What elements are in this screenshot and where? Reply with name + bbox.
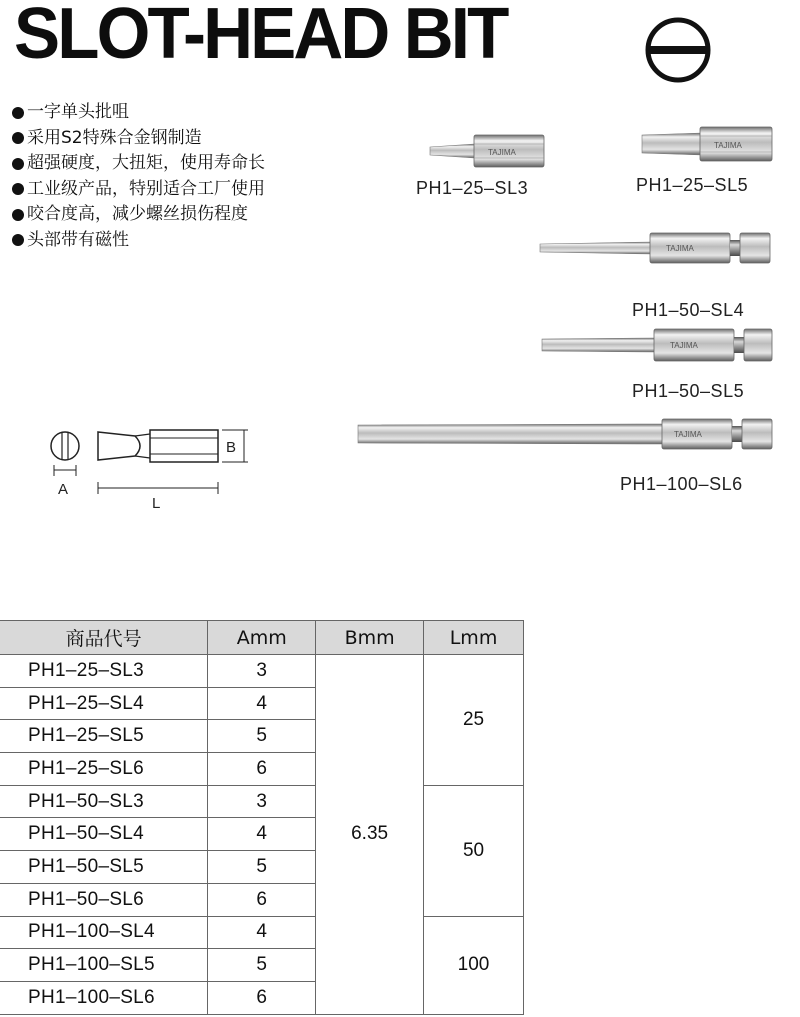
cell-a: 5 [208,720,316,753]
header-l: Lmm [424,621,524,655]
cell-a: 4 [208,818,316,851]
bullet-icon [12,158,24,170]
bit-image [428,132,548,172]
bit-image [538,230,772,266]
bit-image [356,416,774,452]
cell-a: 6 [208,883,316,916]
cell-l: 100 [424,916,524,1014]
bullet-icon [12,209,24,221]
svg-text:TAJIMA: TAJIMA [674,430,702,439]
cell-a: 3 [208,655,316,688]
cell-model: PH1–25–SL4 [0,687,208,720]
cell-a: 6 [208,981,316,1014]
feature-item: 工业级产品，特别适合工厂使用 [12,177,265,203]
svg-text:TAJIMA: TAJIMA [488,148,516,157]
cell-a: 5 [208,851,316,884]
cell-a: 5 [208,949,316,982]
cell-a: 4 [208,916,316,949]
header-a: Amm [208,621,316,655]
feature-item: 采用S2特殊合金钢制造 [12,126,265,152]
cell-model: PH1–100–SL6 [0,981,208,1014]
cell-a: 4 [208,687,316,720]
product-label: PH1–100–SL6 [620,474,743,494]
cell-a: 3 [208,785,316,818]
product-label: PH1–25–SL3 [416,178,529,198]
cell-model: PH1–100–SL4 [0,916,208,949]
feature-item: 咬合度高，减少螺丝损伤程度 [12,202,265,228]
product-label: PH1–50–SL5 [632,381,745,401]
bit-image [640,124,774,166]
header-b: Bmm [316,621,424,655]
dimension-diagram [40,420,260,520]
cell-l: 50 [424,785,524,916]
product-label: PH1–25–SL5 [636,175,749,195]
cell-model: PH1–50–SL5 [0,851,208,884]
cell-b: 6.35 [316,655,424,1015]
bullet-icon [12,107,24,119]
dim-a-label: A [58,481,69,498]
bullet-icon [12,132,24,144]
feature-item: 超强硬度，大扭矩，使用寿命长 [12,151,265,177]
bullet-icon [12,234,24,246]
dim-b-label: B [226,439,237,456]
cell-l: 25 [424,655,524,786]
dim-l-label: L [152,495,161,512]
bit-image [540,326,774,364]
svg-text:TAJIMA: TAJIMA [666,244,694,253]
cell-model: PH1–25–SL3 [0,655,208,688]
header-model: 商品代号 [0,621,208,655]
feature-item: 一字单头批咀 [12,100,265,126]
table-row [0,655,524,688]
spec-table [0,620,524,1015]
product-label: PH1–50–SL4 [632,300,745,320]
table-row [0,916,524,949]
table-header-row [0,621,524,655]
feature-list [12,100,265,253]
page-title: SLOT-HEAD BIT [14,0,507,74]
cell-model: PH1–25–SL6 [0,753,208,786]
slot-head-icon [642,14,714,86]
feature-item: 头部带有磁性 [12,228,265,254]
cell-model: PH1–50–SL6 [0,883,208,916]
cell-model: PH1–100–SL5 [0,949,208,982]
cell-a: 6 [208,753,316,786]
cell-model: PH1–25–SL5 [0,720,208,753]
table-row [0,785,524,818]
cell-model: PH1–50–SL4 [0,818,208,851]
svg-text:TAJIMA: TAJIMA [670,341,698,350]
bullet-icon [12,183,24,195]
cell-model: PH1–50–SL3 [0,785,208,818]
svg-text:TAJIMA: TAJIMA [714,141,742,150]
